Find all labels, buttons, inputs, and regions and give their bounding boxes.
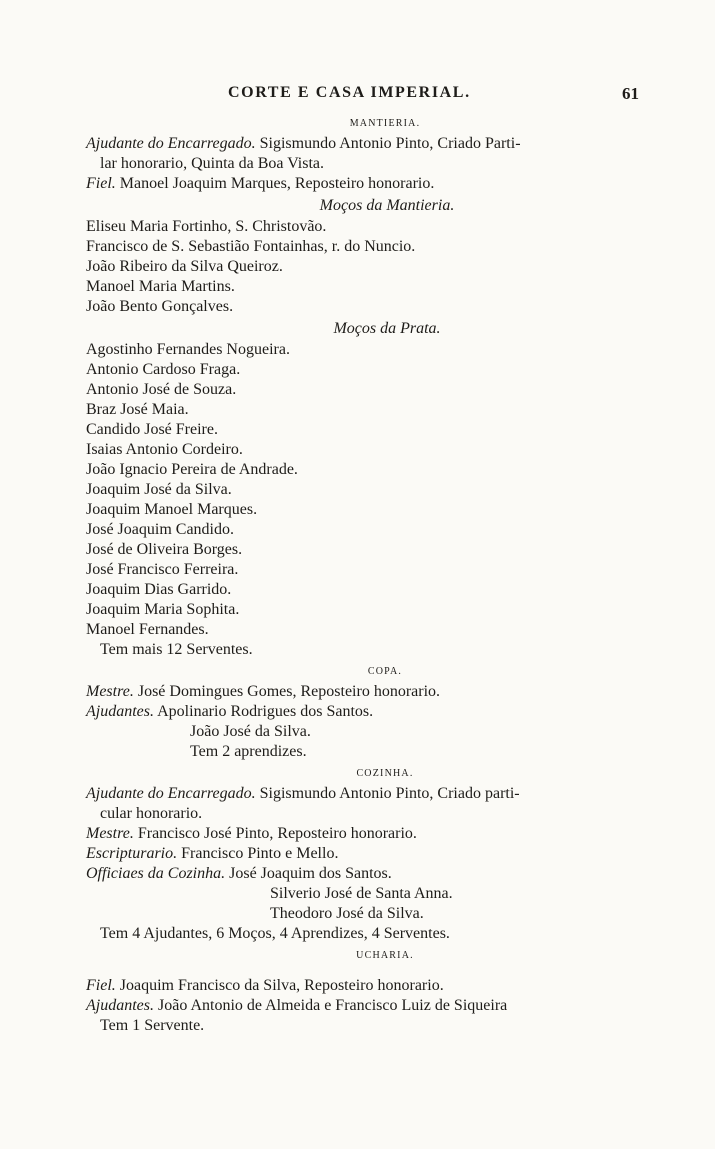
entry-ajudantes-copa	[86, 702, 654, 722]
role-label: Escripturario.	[86, 845, 178, 862]
role-label: Mestre.	[86, 825, 134, 842]
page-body	[86, 112, 654, 1036]
role-text: Francisco José Pinto, Reposteiro honorario.	[137, 825, 417, 842]
role-label: Ajudante do Encarregado.	[86, 135, 256, 152]
role-label: Officiaes da Cozinha.	[86, 865, 226, 882]
list-item: Eliseu Maria Fortinho, S. Christovão.	[86, 218, 327, 235]
entry-ajudante-cozinha	[86, 784, 654, 804]
running-title: CORTE E CASA IMPERIAL.	[228, 84, 471, 101]
entry-ajudantes-ucharia	[86, 996, 654, 1016]
spacer	[86, 966, 654, 976]
entry-continuation: Theodoro José da Silva.	[270, 905, 424, 922]
list-item: Braz José Maia.	[86, 401, 189, 418]
section-title-cozinha: COZINHA.	[356, 768, 414, 779]
role-label: Mestre.	[86, 683, 134, 700]
role-text: Sigismundo Antonio Pinto, Criado parti-	[259, 785, 520, 802]
entry-continuation: Silverio José de Santa Anna.	[270, 885, 453, 902]
role-text: Sigismundo Antonio Pinto, Criado Parti-	[259, 135, 521, 152]
list-item: João Ignacio Pereira de Andrade.	[86, 461, 298, 478]
entry-continuation: cular honorario.	[100, 805, 203, 822]
role-text: José Domingues Gomes, Reposteiro honorario.	[137, 683, 441, 700]
list-item: João Ribeiro da Silva Queiroz.	[86, 258, 283, 275]
list-item: Manoel Maria Martins.	[86, 278, 235, 295]
section-title-mantieria: MANTIERIA.	[349, 118, 421, 129]
list-item: Joaquim José da Silva.	[86, 481, 232, 498]
list-item: Antonio Cardoso Fraga.	[86, 361, 241, 378]
entry-continuation: lar honorario, Quinta da Boa Vista.	[100, 155, 325, 172]
subsection-title-mocos-mantieria: Moços da Mantieria.	[319, 197, 455, 214]
entry-fiel-ucharia	[86, 976, 654, 996]
list-item: José Francisco Ferreira.	[86, 561, 239, 578]
list-item: Antonio José de Souza.	[86, 381, 237, 398]
entry-fiel-mantieria	[86, 174, 654, 194]
role-label: Fiel.	[86, 175, 116, 192]
list-item: Francisco de S. Sebastião Fontainhas, r. do Nuncio.	[86, 238, 416, 255]
role-text: José Joaquim dos Santos.	[229, 865, 392, 882]
list-item: Candido José Freire.	[86, 421, 218, 438]
entry-mestre-copa	[86, 682, 654, 702]
list-item: José Joaquim Candido.	[86, 521, 234, 538]
page-header	[0, 84, 715, 106]
list-item: Joaquim Dias Garrido.	[86, 581, 232, 598]
page-number: 61	[622, 84, 639, 103]
role-text: João Antonio de Almeida e Francisco Luiz de Siqueira	[158, 997, 508, 1014]
section-note-ucharia: Tem 1 Servente.	[100, 1017, 205, 1034]
list-item: Joaquim Manoel Marques.	[86, 501, 258, 518]
entry-mestre-cozinha	[86, 824, 654, 844]
entry-escripturario-cozinha	[86, 844, 654, 864]
entry-continuation: João José da Silva.	[190, 723, 311, 740]
list-item: João Bento Gonçalves.	[86, 298, 234, 315]
role-label: Ajudantes.	[86, 703, 154, 720]
subsection-title-mocos-prata: Moços da Prata.	[333, 320, 441, 337]
entry-ajudante-mantieria	[86, 134, 654, 154]
section-note-prata: Tem mais 12 Serventes.	[100, 641, 253, 658]
role-text: Francisco Pinto e Mello.	[181, 845, 339, 862]
section-note-copa: Tem 2 aprendizes.	[190, 743, 307, 760]
entry-officiaes-cozinha	[86, 864, 654, 884]
list-item: Agostinho Fernandes Nogueira.	[86, 341, 290, 358]
role-label: Fiel.	[86, 977, 116, 994]
role-text: Joaquim Francisco da Silva, Reposteiro honorario.	[119, 977, 444, 994]
role-label: Ajudantes.	[86, 997, 154, 1014]
name-list-mantieria	[86, 217, 654, 317]
name-list-prata	[86, 340, 654, 640]
section-title-ucharia: UCHARIA.	[356, 950, 414, 961]
section-title-copa: COPA.	[367, 666, 403, 677]
role-text: Apolinario Rodrigues dos Santos.	[157, 703, 374, 720]
section-note-cozinha: Tem 4 Ajudantes, 6 Moços, 4 Aprendizes, 4 Serventes.	[100, 925, 450, 942]
list-item: Isaias Antonio Cordeiro.	[86, 441, 243, 458]
list-item: Joaquim Maria Sophita.	[86, 601, 240, 618]
list-item: José de Oliveira Borges.	[86, 541, 243, 558]
role-text: Manoel Joaquim Marques, Reposteiro honorario.	[119, 175, 435, 192]
role-label: Ajudante do Encarregado.	[86, 785, 256, 802]
list-item: Manoel Fernandes.	[86, 621, 209, 638]
